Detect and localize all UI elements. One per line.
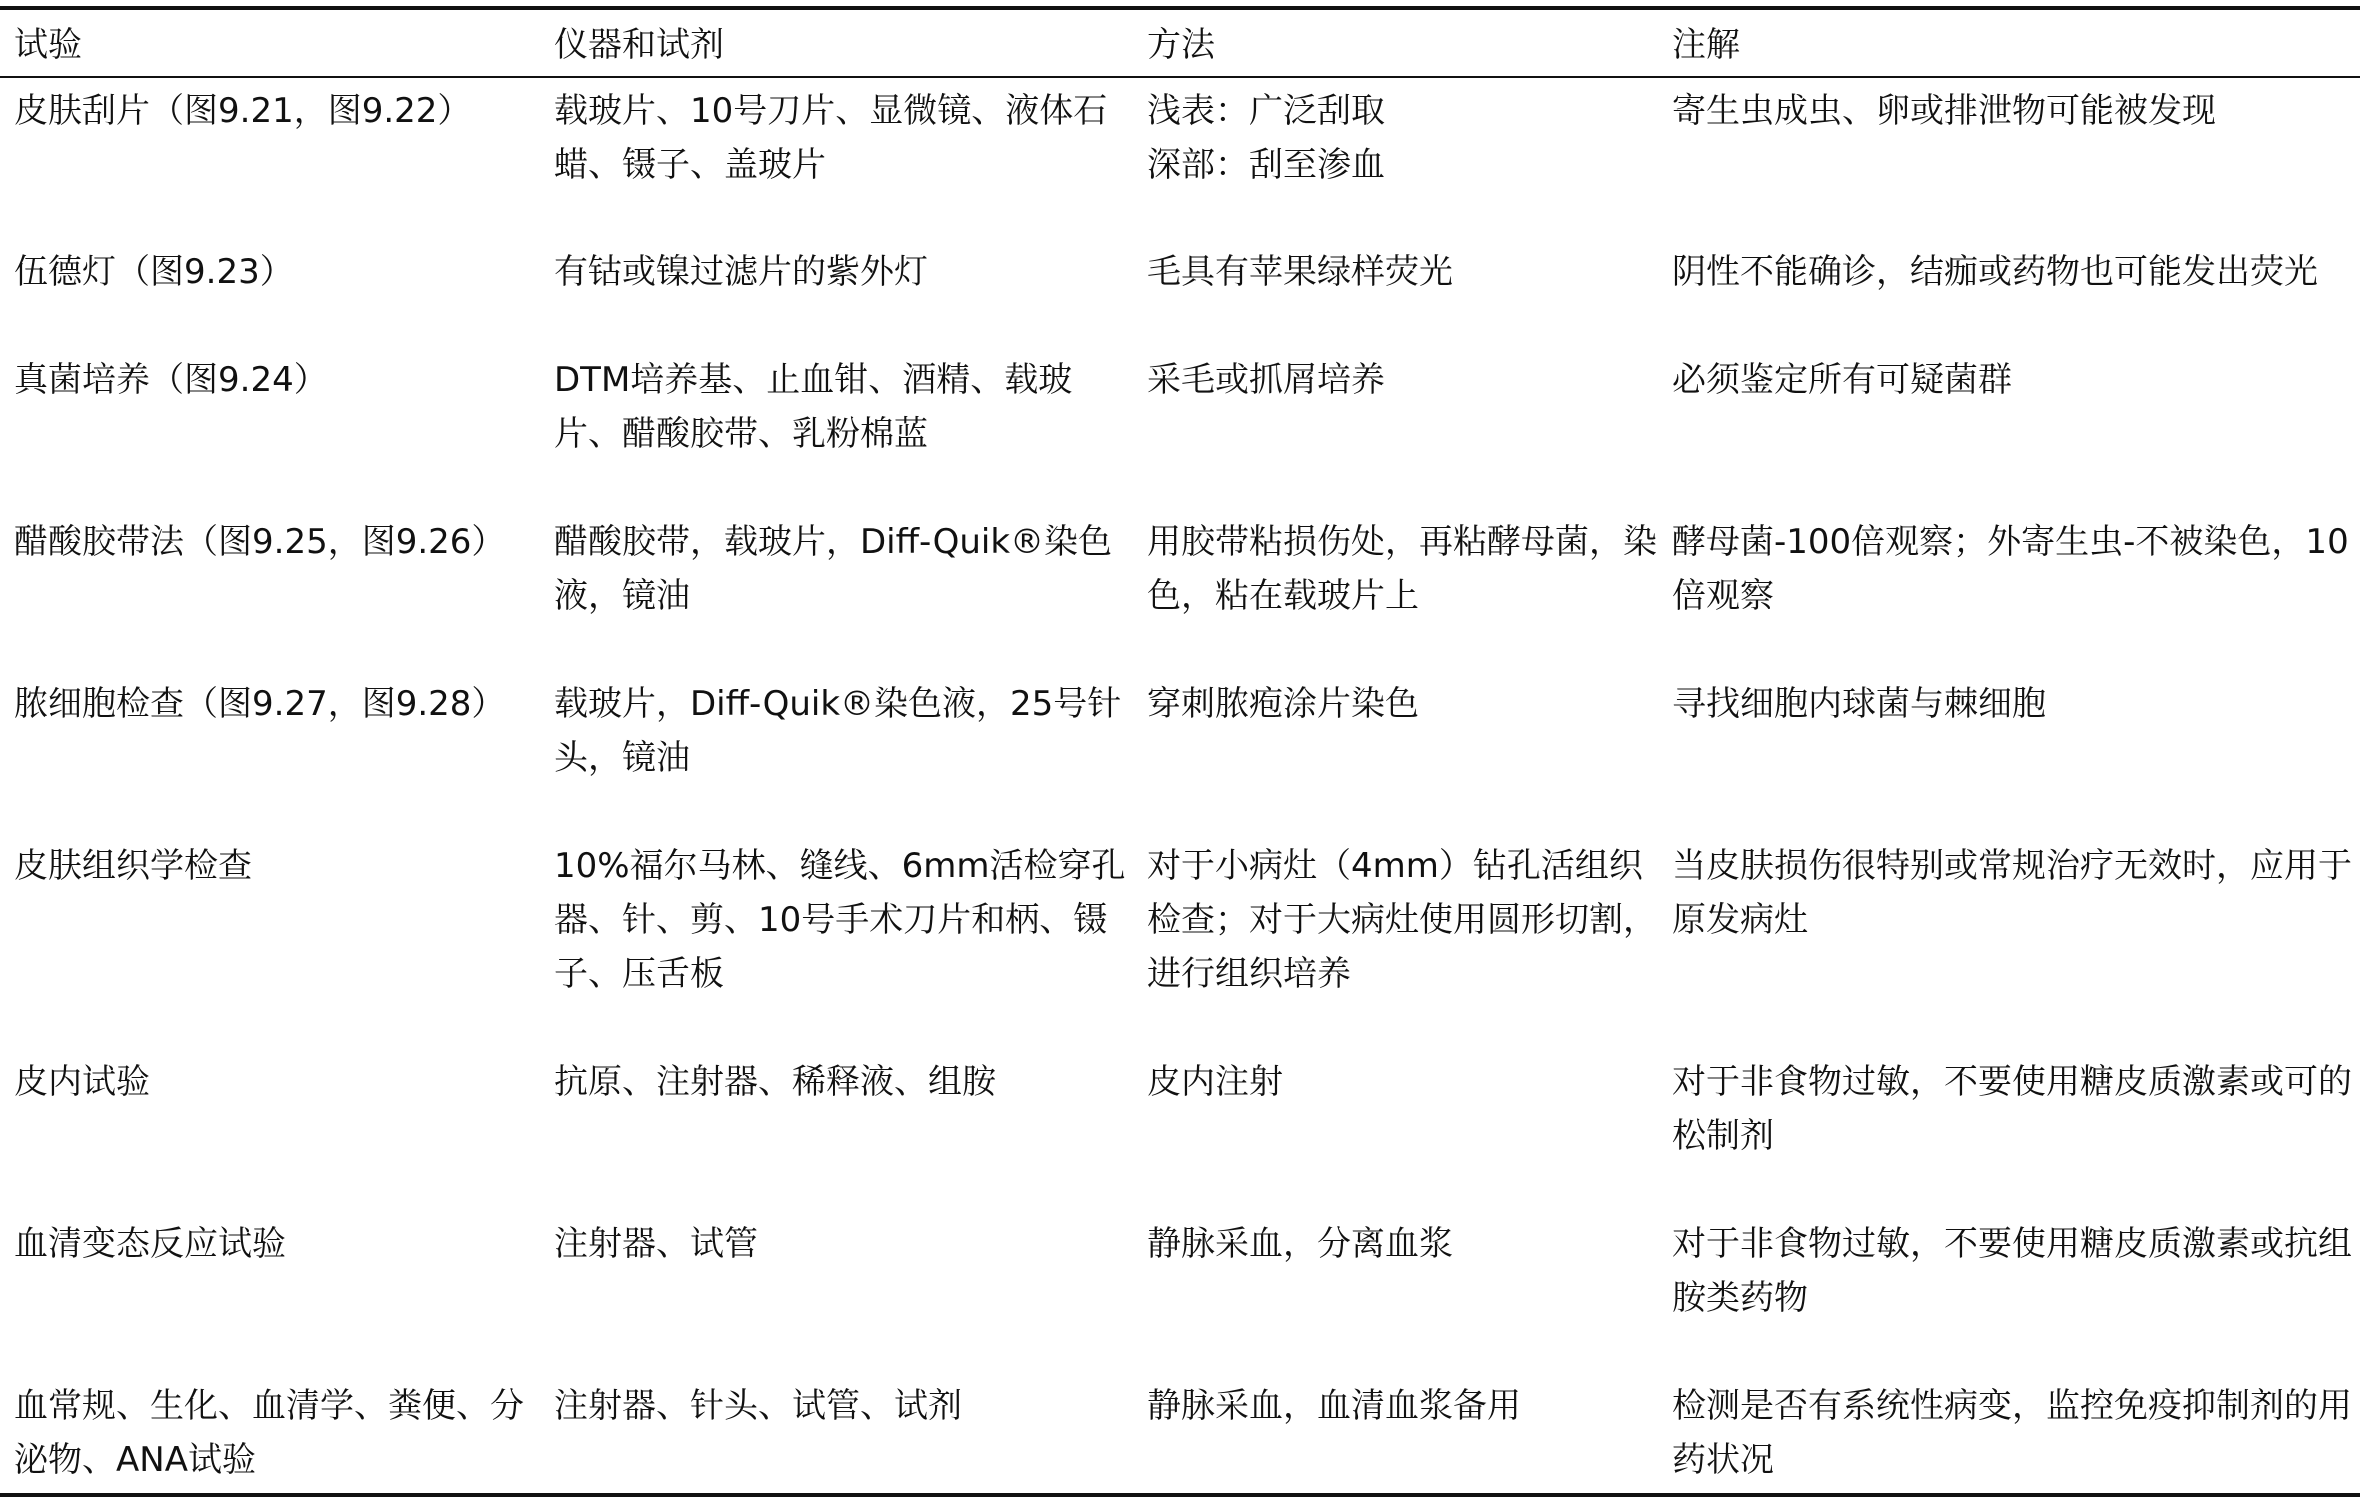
header-instruments: 仪器和试剂 <box>554 25 724 65</box>
cell-notes: 寻找细胞内球菌与棘细胞 <box>1672 684 2046 724</box>
cell-notes: 酵母菌-100倍观察；外寄生虫-不被染色，10倍观察 <box>1672 522 2349 616</box>
cell-instruments: 10%福尔马林、缝线、6mm活检穿孔器、针、剪、10号手术刀片和柄、镊子、压舌板 <box>554 846 1126 994</box>
cell-notes: 寄生虫成虫、卵或排泄物可能被发现 <box>1672 91 2216 131</box>
cell-instruments: 醋酸胶带，载玻片，Diff-Quik®染色液，镜油 <box>554 522 1113 616</box>
cell-instruments: 载玻片、10号刀片、显微镜、液体石蜡、镊子、盖玻片 <box>554 91 1108 185</box>
header-test: 试验 <box>14 25 82 65</box>
table-header-row <box>0 8 2360 77</box>
cell-instruments: 抗原、注射器、稀释液、组胺 <box>554 1062 996 1102</box>
table-row <box>0 1373 2360 1495</box>
cell-test: 醋酸胶带法（图9.25，图9.26） <box>14 522 506 562</box>
cell-instruments: 载玻片，Diff-Quik®染色液，25号针头，镜油 <box>554 684 1122 778</box>
cell-instruments: 注射器、试管 <box>554 1224 758 1264</box>
cell-notes: 对于非食物过敏，不要使用糖皮质激素或可的松制剂 <box>1672 1062 2352 1156</box>
cell-notes: 当皮肤损伤很特别或常规治疗无效时，应用于原发病灶 <box>1672 846 2352 940</box>
cell-test: 皮肤组织学检查 <box>14 846 252 886</box>
cell-method: 静脉采血，血清血浆备用 <box>1147 1386 1521 1426</box>
cell-test: 伍德灯（图9.23） <box>14 252 294 292</box>
table-row <box>0 347 2360 509</box>
cell-notes: 检测是否有系统性病变，监控免疫抑制剂的用药状况 <box>1672 1386 2352 1480</box>
cell-method: 穿刺脓疱涂片染色 <box>1147 684 1419 724</box>
cell-test: 皮内试验 <box>14 1062 150 1102</box>
cell-method: 采毛或抓屑培养 <box>1147 360 1385 400</box>
cell-method: 浅表：广泛刮取 深部：刮至渗血 <box>1147 91 1385 185</box>
header-method: 方法 <box>1147 25 1215 65</box>
cell-method: 静脉采血，分离血浆 <box>1147 1224 1453 1264</box>
cell-instruments: 注射器、针头、试管、试剂 <box>554 1386 962 1426</box>
cell-notes: 必须鉴定所有可疑菌群 <box>1672 360 2012 400</box>
cell-notes: 对于非食物过敏，不要使用糖皮质激素或抗组胺类药物 <box>1672 1224 2352 1318</box>
table-row <box>0 77 2360 239</box>
test-methods-table <box>0 6 2360 1497</box>
table-row <box>0 671 2360 833</box>
cell-method: 用胶带粘损伤处，再粘酵母菌，染色，粘在载玻片上 <box>1147 522 1657 616</box>
table-row <box>0 239 2360 347</box>
cell-test: 血清变态反应试验 <box>14 1224 286 1264</box>
table-row <box>0 1049 2360 1211</box>
cell-instruments: 有钴或镍过滤片的紫外灯 <box>554 252 928 292</box>
header-notes: 注解 <box>1672 25 1740 65</box>
cell-test: 血常规、生化、血清学、粪便、分泌物、ANA试验 <box>14 1386 524 1480</box>
cell-method: 毛具有苹果绿样荧光 <box>1147 252 1453 292</box>
cell-method: 皮内注射 <box>1147 1062 1283 1102</box>
cell-test: 脓细胞检查（图9.27，图9.28） <box>14 684 506 724</box>
cell-method: 对于小病灶（4mm）钻孔活组织检查；对于大病灶使用圆形切割，进行组织培养 <box>1147 846 1657 994</box>
table-row <box>0 1211 2360 1373</box>
cell-instruments: DTM培养基、止血钳、酒精、载玻片、醋酸胶带、乳粉棉蓝 <box>554 360 1073 454</box>
cell-test: 皮肤刮片（图9.21，图9.22） <box>14 91 472 131</box>
table-row <box>0 509 2360 671</box>
cell-test: 真菌培养（图9.24） <box>14 360 328 400</box>
cell-notes: 阴性不能确诊，结痂或药物也可能发出荧光 <box>1672 252 2318 292</box>
table-row <box>0 833 2360 1049</box>
